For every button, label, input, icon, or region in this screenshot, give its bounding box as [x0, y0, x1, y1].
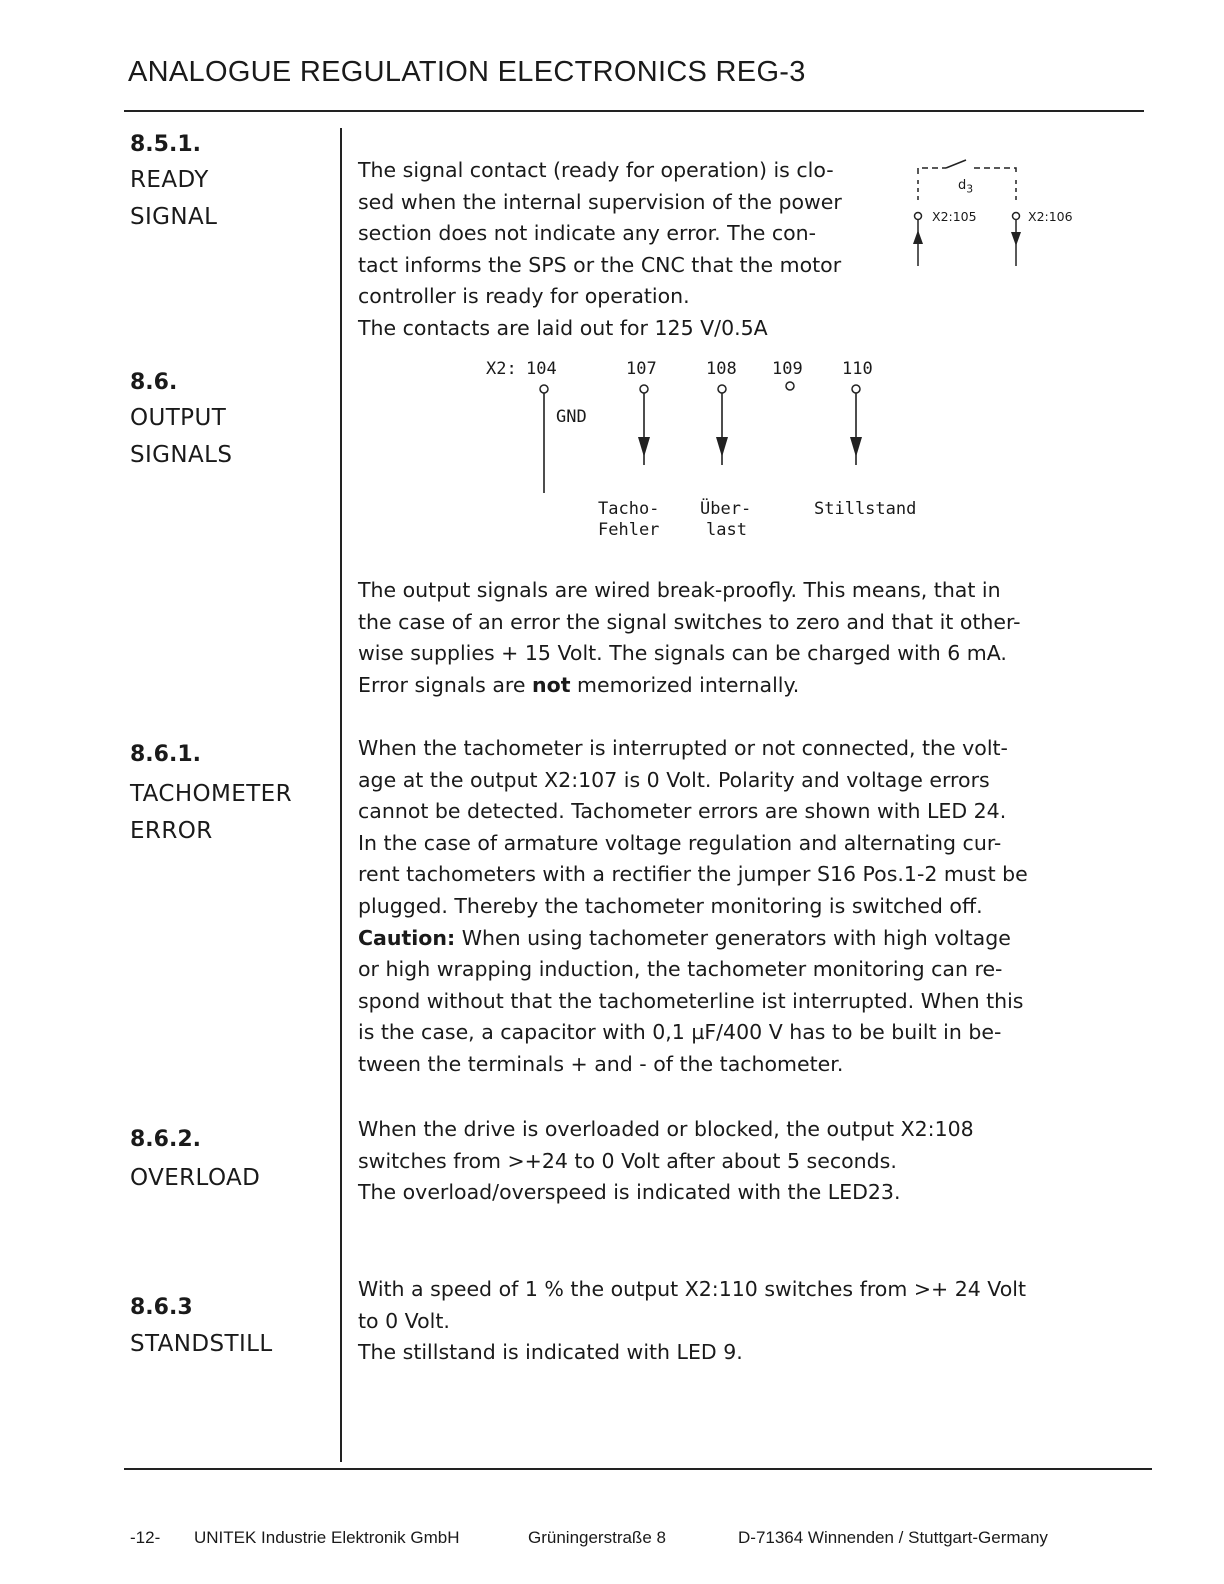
- terminal-107-label: 107: [626, 359, 657, 379]
- gnd-label: GND: [556, 407, 587, 427]
- terminal-109-label: 109: [772, 359, 803, 379]
- section-title-overload: OVERLOAD: [130, 1165, 261, 1191]
- section-title-tachometer-error: TACHOMETER ERROR: [130, 781, 292, 844]
- terminal-110-node: [852, 385, 860, 393]
- section-number-8-6-3: 8.6.3: [130, 1295, 193, 1320]
- terminal-108-node: [718, 385, 726, 393]
- overload-paragraph: When the drive is overloaded or blocked, the output X2:108 switches from >+24 to 0 Volt after about 5 seconds. The overload/overspeed is indicated with the LED23.: [358, 1117, 974, 1205]
- footer-street: Grüningerstraße 8: [528, 1528, 666, 1547]
- page-title: ANALOGUE REGULATION ELECTRONICS REG-3: [128, 56, 806, 88]
- stillstand-label: Stillstand: [814, 499, 917, 519]
- terminal-104-label: 104: [526, 359, 557, 379]
- output-signals-paragraph: The output signals are wired break-proofly. This means, that in the case of an error the signal switches to zero and that it other- wise supplies + 15 Volt. The signals can be charged with 6 mA. Error signals are not memorized internally.: [358, 578, 1021, 697]
- terminal-110-label: 110: [842, 359, 873, 379]
- terminal-104-node: [540, 385, 548, 393]
- footer-rule: [124, 1468, 1152, 1470]
- section-title-output-signals: OUTPUT SIGNALS: [130, 405, 233, 468]
- footer-company: UNITEK Industrie Elektronik GmbH: [194, 1528, 460, 1547]
- caution-label: Caution:: [358, 925, 456, 950]
- ready-contact-diagram: [900, 140, 1100, 280]
- section-title-standstill: STANDSTILL: [130, 1331, 273, 1357]
- terminal-label-x2-106: X2:106: [1028, 209, 1073, 224]
- tachometer-error-paragraph: When the tachometer is interrupted or not connected, the volt- age at the output X2:107 is 0 Volt. Polarity and voltage errors cannot be detected. Tachometer errors are shown with LED 24. In the case of armature voltage regulation and alternating cur- rent tachometers with a rectifier the jumper S16 Pos.1-2 must be plugged. Thereby the tachometer monitoring is switched off. Caution: When using tachometer generators with high voltage or high wrapping induction, the tachometer monitoring can re- spond without that the tachometerline ist interrupted. When this is the case, a capacitor with 0,1 µF/400 V has to be built in be- tween the terminals + and - of the tachometer.: [358, 736, 1028, 1076]
- terminal-label-x2-105: X2:105: [932, 209, 977, 224]
- header-rule: [124, 110, 1144, 112]
- section-number-8-5-1: 8.5.1.: [130, 132, 201, 157]
- ueberlast-label: Über- last: [700, 499, 752, 540]
- emphasis-not: not: [532, 672, 571, 697]
- column-divider: [340, 128, 342, 1462]
- standstill-paragraph: With a speed of 1 % the output X2:110 switches from >+ 24 Volt to 0 Volt. The stillstand is indicated with LED 9.: [358, 1277, 1027, 1365]
- ready-signal-paragraph: The signal contact (ready for operation) is clo- sed when the internal supervision of the power section does not indicate any error. The con- tact informs the SPS or the CNC that the motor controller is ready for operation. The contacts are laid out for 125 V/0.5A: [358, 158, 842, 340]
- tacho-fehler-label: Tacho- Fehler: [598, 499, 660, 540]
- footer-city: D-71364 Winnenden / Stuttgart-Germany: [738, 1528, 1048, 1547]
- terminal-108-label: 108: [706, 359, 737, 379]
- section-title-ready-signal: READY SIGNAL: [130, 167, 218, 230]
- section-number-8-6-1: 8.6.1.: [130, 742, 201, 767]
- section-number-8-6-2: 8.6.2.: [130, 1127, 201, 1152]
- terminal-107-node: [640, 385, 648, 393]
- contact-label: $d_3$: [958, 178, 974, 196]
- section-number-8-6: 8.6.: [130, 370, 178, 395]
- terminal-109-node: [786, 382, 794, 390]
- terminal-prefix: X2:: [486, 359, 517, 379]
- output-terminal-diagram: [480, 355, 940, 545]
- page-number: -12-: [130, 1528, 161, 1547]
